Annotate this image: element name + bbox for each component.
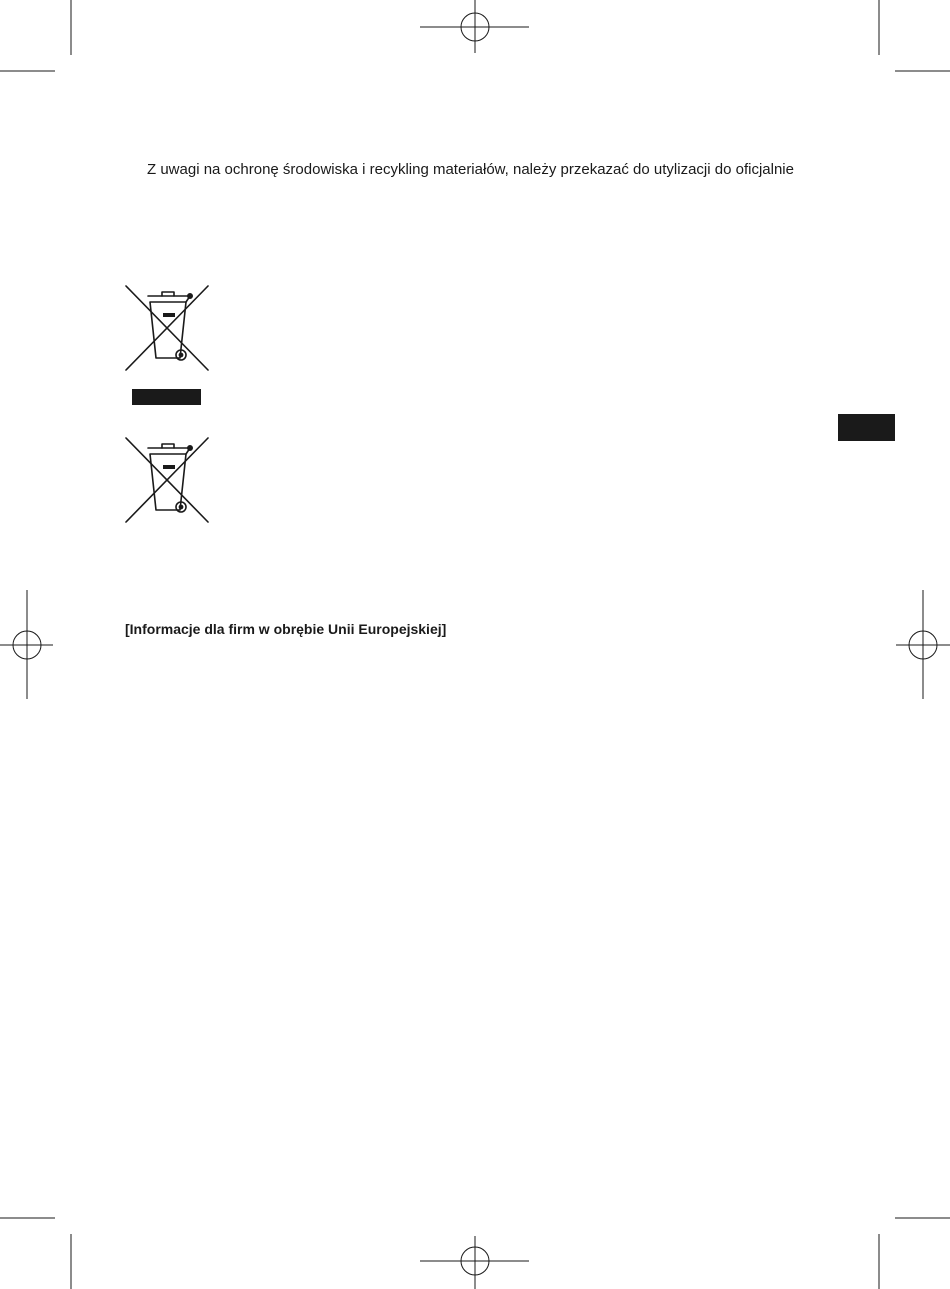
crossed-out-wheelie-bin-icon — [120, 434, 214, 526]
crossed-out-wheelie-bin-icon — [120, 282, 214, 374]
crop-mark-bottom-right — [879, 1218, 950, 1289]
registration-mark-right — [896, 590, 950, 699]
crop-mark-top-right — [879, 0, 950, 71]
registration-mark-left — [0, 590, 53, 699]
crop-mark-bottom-left — [0, 1218, 71, 1289]
registration-mark-top — [420, 0, 529, 53]
intro-paragraph: Z uwagi na ochronę środowiska i recykling materiałów, należy przekazać do utylizacji do oficjalnie — [147, 161, 794, 178]
section-heading: [Informacje dla firm w obrębie Unii Europejskiej] — [125, 621, 447, 637]
crop-mark-top-left — [0, 0, 71, 71]
registration-mark-bottom — [420, 1236, 529, 1289]
solid-black-bar — [132, 389, 201, 405]
language-tab-marker — [838, 414, 895, 441]
